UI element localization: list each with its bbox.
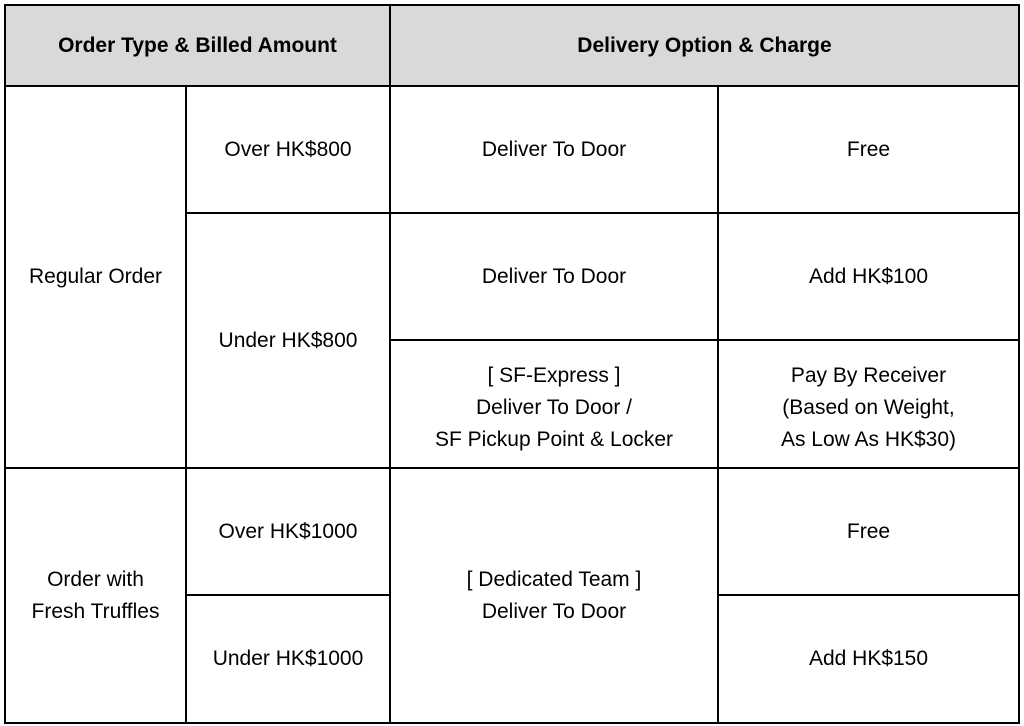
truffles-over-amount: Over HK$1000 [218, 519, 358, 543]
border-regular-door-bottom [389, 339, 1020, 341]
truffles-under-charge: Add HK$150 [808, 647, 929, 670]
border-truffles-over-amount-bottom [185, 594, 391, 596]
border-right [1018, 4, 1020, 724]
truffles-option-line: Deliver To Door [481, 599, 627, 623]
sf-charge-line: Pay By Receiver [790, 364, 947, 387]
border-left [4, 4, 6, 724]
regular-under-sf-charge [718, 340, 1019, 468]
border-regular-over-bottom [185, 212, 1020, 214]
regular-under-amount: Under HK$800 [218, 328, 358, 352]
truffles-option-line: [ Dedicated Team ] [466, 567, 642, 591]
border-truffles-over-charge-bottom [717, 594, 1020, 596]
sf-option-line: SF Pickup Point & Locker [434, 428, 674, 451]
regular-under-door-option: Deliver To Door [481, 264, 627, 288]
sf-option-line: Deliver To Door / [475, 396, 632, 419]
border-amount-option-divider [389, 4, 391, 724]
truffles-under-amount: Under HK$1000 [212, 647, 364, 670]
sf-charge-line: As Low As HK$30) [780, 428, 957, 451]
truffles-type-line: Fresh Truffles [31, 599, 160, 623]
regular-under-sf-option [390, 340, 718, 468]
truffles-option [390, 468, 718, 723]
border-bottom [4, 722, 1020, 724]
regular-over-charge: Free [846, 137, 891, 161]
border-type-amount-divider [185, 85, 187, 724]
sf-charge-line: (Based on Weight, [782, 396, 955, 419]
regular-over-amount: Over HK$800 [224, 137, 352, 161]
regular-under-door-charge: Add HK$100 [808, 264, 929, 288]
border-option-charge-divider [717, 85, 719, 724]
truffles-over-charge: Free [846, 519, 891, 543]
header-order-type: Order Type & Billed Amount [58, 33, 337, 57]
border-regular-bottom [4, 467, 1020, 469]
border-header-bottom [4, 85, 1020, 87]
truffles-type-line: Order with [47, 567, 144, 591]
truffles-order-type [5, 468, 186, 723]
header-delivery-option: Delivery Option & Charge [577, 33, 832, 57]
sf-option-line: [ SF-Express ] [487, 364, 621, 387]
border-top [4, 4, 1020, 6]
regular-order-type: Regular Order [28, 265, 163, 288]
regular-over-option: Deliver To Door [481, 137, 627, 161]
